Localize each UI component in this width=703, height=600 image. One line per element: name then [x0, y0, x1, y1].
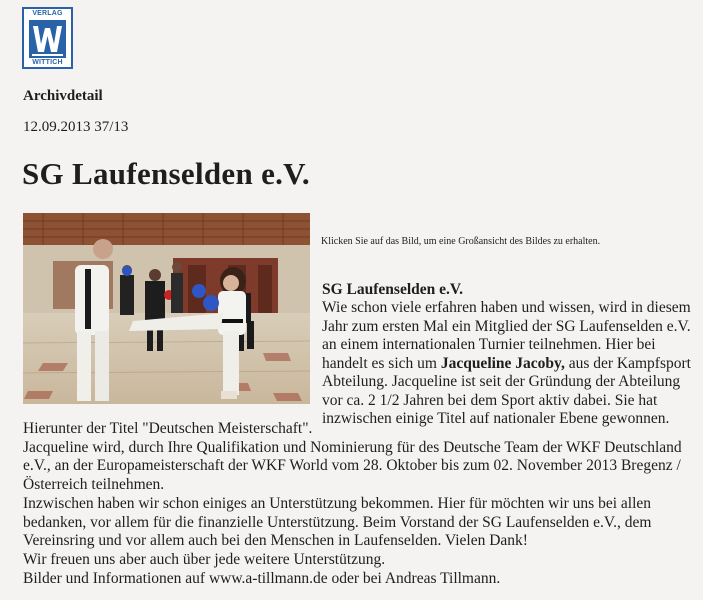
article-line: Bilder und Informationen auf www.a-tillmann.de oder bei Andreas Tillmann. [23, 569, 501, 587]
article-line: Österreich teilnehmen. [23, 476, 165, 494]
article-line: Vereinsring und vor allem auch bei den Menschen in Laufenselden. Vielen Dank! [23, 532, 528, 550]
dateline: 12.09.2013 37/13 [23, 119, 129, 135]
article-line: Inzwischen haben wir schon einiges an Unterstützung bekommen. Hier für möchten wir uns bei allen [23, 494, 651, 512]
section-label: Archivdetail [23, 88, 103, 104]
article-line: Hierunter der Titel "Deutschen Meisterschaft". [23, 420, 313, 437]
athlete-name: Jacqueline Jacoby, [440, 354, 565, 372]
article-intro [322, 299, 692, 429]
photo-caption: Klicken Sie auf das Bild, um eine Großansicht des Bildes zu erhalten. [321, 236, 601, 247]
article-line: vor ca. 2 1/2 Jahren bei dem Sport aktiv dabei. Sie hat [322, 391, 658, 409]
publisher-logo [22, 7, 73, 69]
article-line: inzwischen einige Titel auf nationaler Ebene gewonnen. [322, 410, 670, 427]
article-line [322, 355, 692, 374]
article-line: Jahr zum ersten Mal ein Mitglied der SG Laufenselden e.V. [322, 317, 691, 335]
article-line: Abteilung. Jacqueline ist seit der Gründung der Abteilung [322, 373, 681, 390]
article-line: Jacqueline wird, durch Ihre Qualifikation und Nominierung für des Deutsche Team der WKF Deutschland [23, 438, 682, 456]
article-subtitle: SG Laufenselden e.V. [322, 281, 463, 298]
article-line-post: aus der Kampfsport [564, 354, 691, 372]
logo-text-top: VERLAG [32, 10, 63, 17]
article-body [23, 420, 693, 588]
page-title: SG Laufenselden e.V. [22, 156, 310, 191]
logo-text-bottom: WITTICH [32, 59, 63, 66]
karate-photo-image [23, 213, 310, 404]
article-line-pre: handelt es sich um [322, 354, 441, 372]
article-photo[interactable] [23, 213, 310, 404]
article-line: an einem internationalen Turnier teilnehmen. Hier bei [322, 336, 656, 353]
article-line: e.V., an der Europameisterschaft der WKF World vom 28. Oktober bis zum 02. November 2013 Bregenz / [23, 457, 681, 475]
article-line: Wie schon viele erfahren haben und wissen, wird in diesem [322, 299, 691, 316]
article-line: bedanken, vor allem für die finanzielle Unterstützung. Beim Vorstand der SG Laufenselden e.V., dem [23, 513, 652, 531]
article-line: Wir freuen uns aber auch über jede weitere Unterstützung. [23, 550, 386, 568]
logo-w-icon [29, 20, 66, 58]
